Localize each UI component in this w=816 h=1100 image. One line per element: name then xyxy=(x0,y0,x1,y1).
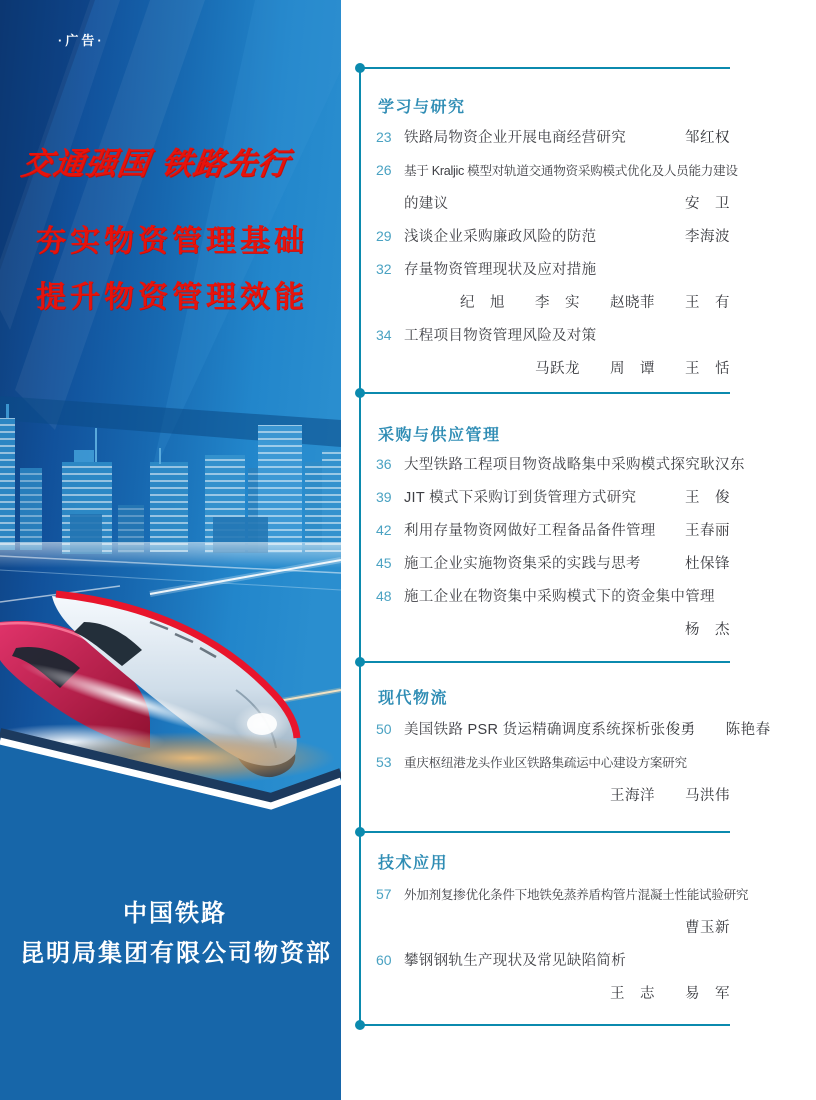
article-authors: 纪 旭 李 实 赵晓菲 王 有 xyxy=(460,295,730,311)
page-number: 29 xyxy=(376,227,392,244)
toc-row xyxy=(376,480,730,513)
article-authors: 王春丽 xyxy=(685,523,730,539)
toc-row xyxy=(376,877,749,910)
article-authors: 王 志 易 军 xyxy=(610,986,730,1002)
toc-divider-line xyxy=(360,392,730,394)
article-authors: 王海洋 马洪伟 xyxy=(610,788,730,804)
section-heading: 技术应用 xyxy=(378,855,449,872)
article-title: 美国铁路 PSR 货运精确调度系统探析 xyxy=(404,722,651,738)
page-number: 32 xyxy=(376,260,392,277)
toc-row xyxy=(376,546,730,579)
ad-label: ·广告· xyxy=(58,33,105,48)
article-title: 施工企业实施物资集采的实践与思考 xyxy=(404,556,641,572)
toc-row xyxy=(376,120,730,153)
toc-vertical-line xyxy=(359,68,361,1027)
section-rows xyxy=(376,447,745,645)
toc-row xyxy=(376,351,730,384)
page-number: 60 xyxy=(376,951,392,968)
article-title: 浅谈企业采购廉政风险的防范 xyxy=(404,229,597,245)
article-authors: 马跃龙 周 谭 王 恬 xyxy=(535,361,730,377)
section-marker-dot xyxy=(355,1020,365,1030)
toc-row xyxy=(376,318,730,351)
advertisement-panel xyxy=(0,0,341,1100)
article-authors: 安 卫 xyxy=(685,196,730,212)
section-rows xyxy=(376,120,738,384)
org-name-line-1: 中国铁路 xyxy=(123,900,227,927)
toc-row xyxy=(376,712,771,745)
page-number: 48 xyxy=(376,587,392,604)
article-title: 外加剂复掺优化条件下地铁免蒸养盾构管片混凝土性能试验研究 xyxy=(404,888,749,902)
section-marker-dot xyxy=(355,827,365,837)
toc-divider-line xyxy=(360,831,730,833)
article-title: 重庆枢纽港龙头作业区铁路集疏运中心建设方案研究 xyxy=(404,756,687,770)
toc-row xyxy=(376,186,730,219)
toc-row xyxy=(376,252,730,285)
article-authors: 曹玉新 xyxy=(685,920,730,936)
toc-row xyxy=(376,285,730,318)
section-marker-dot xyxy=(355,63,365,73)
toc-row xyxy=(376,612,730,645)
page-number: 36 xyxy=(376,455,392,472)
article-title: 攀钢钢轨生产现状及常见缺陷简析 xyxy=(404,953,626,969)
article-authors: 张俊勇 陈艳春 xyxy=(650,722,771,738)
toc-divider-line xyxy=(360,661,730,663)
slogan-line-2: 提升物资管理效能 xyxy=(36,280,308,315)
toc-row xyxy=(376,579,730,612)
toc-row xyxy=(376,778,730,811)
article-authors: 杜保锋 xyxy=(685,556,730,572)
page-number: 53 xyxy=(376,753,392,770)
slogan-calligraphy: 交通强国 铁路先行 xyxy=(18,146,292,182)
article-title: 存量物资管理现状及应对措施 xyxy=(404,262,597,278)
section-heading: 学习与研究 xyxy=(378,99,466,116)
article-title: 大型铁路工程项目物资战略集中采购模式探究 xyxy=(404,457,700,473)
article-authors: 耿汉东 xyxy=(700,457,745,473)
toc-row xyxy=(376,745,730,778)
article-title: 利用存量物资网做好工程备品备件管理 xyxy=(404,523,656,539)
section-heading: 采购与供应管理 xyxy=(378,427,501,444)
page-number: 34 xyxy=(376,326,392,343)
toc-row xyxy=(376,513,730,546)
page-number: 26 xyxy=(376,161,392,178)
toc-divider-line xyxy=(360,67,730,69)
article-authors: 李海波 xyxy=(685,229,730,245)
page-number: 45 xyxy=(376,554,392,571)
org-name-line-2: 昆明局集团有限公司物资部 xyxy=(20,940,332,967)
section-heading: 现代物流 xyxy=(378,690,449,707)
toc-row xyxy=(376,943,730,976)
section-marker-dot xyxy=(355,657,365,667)
toc-row xyxy=(376,153,738,186)
article-title: 基于 Kraljic 模型对轨道交通物资采购模式优化及人员能力建设 xyxy=(404,164,738,178)
page-number: 50 xyxy=(376,720,392,737)
article-title: 施工企业在物资集中采购模式下的资金集中管理 xyxy=(404,589,715,605)
page-number: 42 xyxy=(376,521,392,538)
article-authors: 邹红权 xyxy=(685,130,730,146)
section-rows xyxy=(376,877,749,1009)
toc-row xyxy=(376,976,730,1009)
article-authors: 杨 杰 xyxy=(685,622,730,638)
slogan-line-1: 夯实物资管理基础 xyxy=(36,224,308,259)
section-marker-dot xyxy=(355,388,365,398)
page-number: 39 xyxy=(376,488,392,505)
toc-row xyxy=(376,910,730,943)
article-title: 铁路局物资企业开展电商经营研究 xyxy=(404,130,626,146)
article-authors: 王 俊 xyxy=(685,490,730,506)
toc-row xyxy=(376,219,730,252)
page-number: 57 xyxy=(376,885,392,902)
article-title: JIT 模式下采购订到货管理方式研究 xyxy=(404,490,637,506)
article-title: 工程项目物资管理风险及对策 xyxy=(404,328,597,344)
section-rows xyxy=(376,712,771,811)
toc-row xyxy=(376,447,745,480)
page-number: 23 xyxy=(376,128,392,145)
toc-divider-line xyxy=(360,1024,730,1026)
article-title: 的建议 xyxy=(404,196,449,212)
